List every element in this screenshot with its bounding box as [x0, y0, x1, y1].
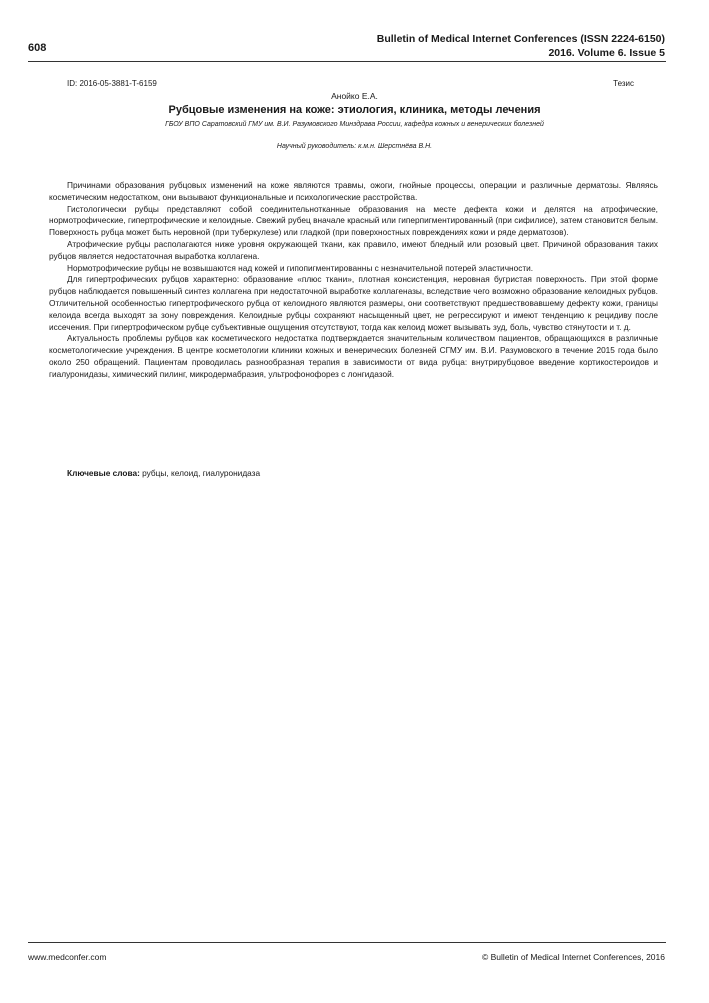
footer-copyright: © Bulletin of Medical Internet Conferences, 2016 [482, 952, 665, 962]
journal-volume-line: 2016. Volume 6. Issue 5 [548, 47, 665, 59]
article-affiliation: ГБОУ ВПО Саратовский ГМУ им. В.И. Разумовского Минздрава России, кафедра кожных и венерических болезней [165, 121, 544, 128]
body-paragraph: Гистологически рубцы представляют собой соединительнотканные образования на месте дефекта кожи и делятся на атрофические, нормотрофические, гипертрофические и келоидные. Свежий рубец вначале красный или гиперпигментированный (при сифилисе), затем становится белым. Поверхность рубца может быть неровной (при туберкулезе) или гладкой (при поверхностных повреждениях кожи и ряде дерматозов). [49, 203, 658, 238]
body-paragraph: Актуальность проблемы рубцов как косметического недостатка подтверждается значительным количеством пациентов, обращающихся в различные косметологические учреждения. В центре косметологии клиники кожных и венерических болезней СГМУ им. В.И. Разумовского в течение 2015 года было около 250 обращений. Пациентам проводилась разнообразная терапия в зависимости от вида рубца: внутрирубцовое введение кортикостероидов и гиалуронидазы, химический пилинг, микродермабразия, ультрофонофорез с лонгидазой. [49, 333, 658, 379]
article-author: Анойко Е.А. [331, 91, 378, 101]
article-id: ID: 2016-05-3881-T-6159 [67, 79, 157, 88]
page-number: 608 [28, 42, 47, 54]
article-meta-row [67, 79, 634, 89]
journal-header [377, 32, 665, 60]
article-body [49, 180, 658, 381]
keywords [67, 468, 260, 478]
article-supervisor: Научный руководитель: к.м.н. Шерстнёва В.Н. [276, 143, 433, 150]
footer-rule [28, 942, 666, 943]
article-type: Тезис [613, 79, 634, 88]
body-paragraph: Причинами образования рубцовых изменений на коже являются травмы, ожоги, гнойные процессы, операции и различные дерматозы. Являясь косметическим недостатком, они вызывают функциональные и психологические расстройства. [49, 180, 658, 202]
body-paragraph: Для гипертрофических рубцов характерно: образование «плюс ткани», плотная консистенция, неровная бугристая поверхность. При этой форме рубцов наблюдается повышенный синтез коллагена при недостаточной выработке коллагеназы, вследствие чего возможно образование келоидных рубцов. Отличительной особенностью гипертрофического рубца от келоидного являются размеры, они соответствуют предшествовавшему дефекту кожи, границы келоида всегда выходят за зону повреждения. Келоидные рубцы сохраняют насыщенный цвет, не регрессируют и имеют тенденцию к рецидиву после иссечения. При гипертрофическом рубце субъективные ощущения отсутствуют, тогда как келоид может вызывать зуд, боль, чувство стянутости и т. д. [49, 274, 658, 332]
article-title: Рубцовые изменения на коже: этиология, клиника, методы лечения [168, 104, 541, 116]
body-paragraph: Атрофические рубцы располагаются ниже уровня окружающей ткани, как правило, имеют бледный или розовый цвет. Причиной образования таких рубцов является недостаточная выработка коллагена. [49, 238, 658, 261]
footer-website-link[interactable]: www.medconfer.com [28, 952, 107, 962]
journal-title-line: Bulletin of Medical Internet Conferences (ISSN 2224-6150) [376, 33, 665, 45]
body-paragraph: Нормотрофические рубцы не возвышаются над кожей и гипопигментированны с незначительной потерей эластичности. [67, 262, 534, 273]
keywords-value: рубцы, келоид, гиалуронидаза [139, 468, 261, 478]
header-rule [28, 61, 666, 62]
keywords-label: Ключевые слова: [67, 468, 140, 478]
